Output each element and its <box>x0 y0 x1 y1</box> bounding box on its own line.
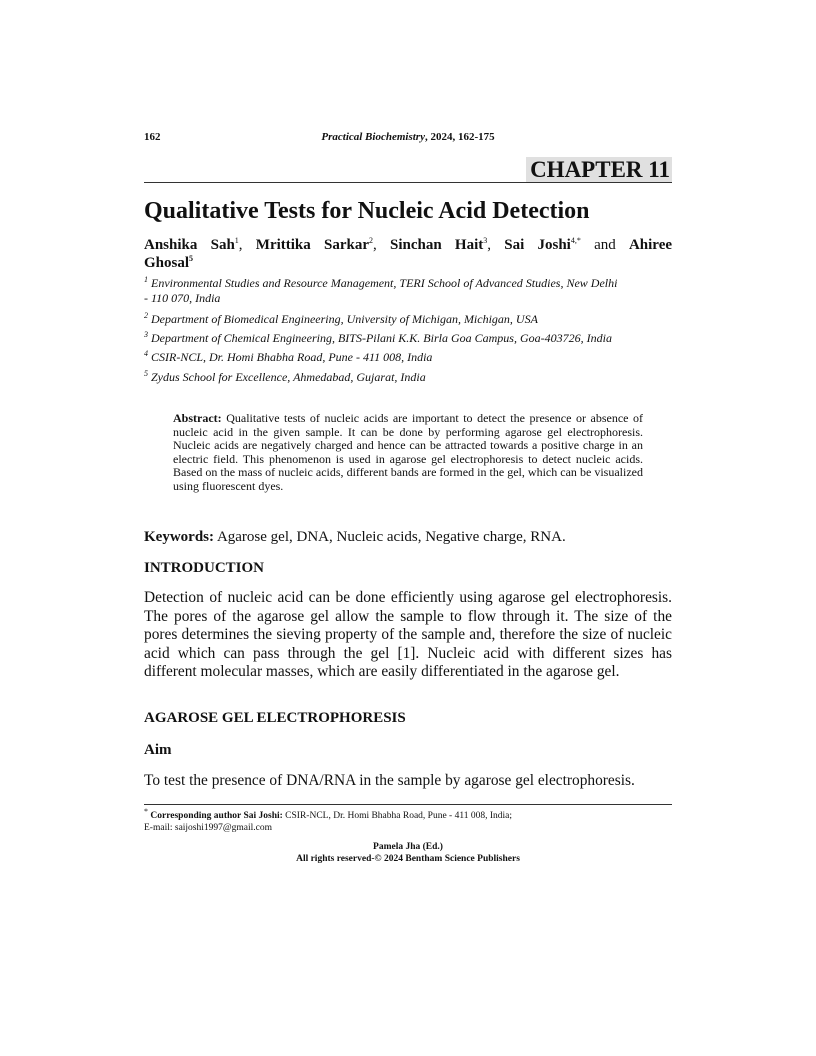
footnote-label: Corresponding author Sai Joshi: <box>150 811 283 821</box>
affiliation: $^5$ Zydus School for Excellence, Ahmedabad, Gujarat, India <box>144 369 426 384</box>
author-name-first: Ahiree <box>628 237 673 253</box>
journal-name: Practical Biochemistry <box>321 131 425 143</box>
subsection-heading-aim: Aim <box>144 742 172 758</box>
footnote: * Corresponding author Sai Joshi: CSIR-NCL, Dr. Homi Bhabha Road, Pune - 411 008, India; E-mail: saijoshi1997@gmail.com <box>144 806 513 833</box>
abstract-label: Abstract: <box>173 411 222 425</box>
section-heading-introduction: INTRODUCTION <box>144 560 265 576</box>
page-number: 162 <box>144 131 161 143</box>
author-list: Anshika Sah$^1$, Mrittika Sarkar$^2$, Sinchan Hait$^3$, Sai Joshi$^{4,*}$ and Ahiree <box>144 236 673 253</box>
abstract-text: Qualitative tests of nucleic acids are important to detect the presence or absence of nucleic acid in the given sample. It can be done by performing agarose gel electrophoresis. Nucleic acids are negatively charged and hence can be attracted towards a positive charge in an electric field. This phenomenon is used in agarose gel electrophoresis to detect nucleic acids. Based on the mass of nucleic acids, different bands are formed in the gel, which can be visualized using fluorescent dyes. <box>173 411 643 493</box>
author-name: Sinchan Hait <box>389 237 484 253</box>
chapter-label: CHAPTER 11 <box>526 157 672 182</box>
author-list-continued: Ghosal$^5$ <box>144 254 194 271</box>
affiliation: $^3$ Department of Chemical Engineering, BITS-Pilani K.K. Birla Goa Campus, Goa-403726, India <box>144 330 612 345</box>
affiliation: $^4$ CSIR-NCL, Dr. Homi Bhabha Road, Pune - 411 008, India <box>144 349 433 364</box>
header-divider <box>144 182 672 183</box>
publisher-info <box>144 842 672 865</box>
aim-paragraph: To test the presence of DNA/RNA in the sample by agarose gel electrophoresis. <box>144 772 635 789</box>
copyright: All rights reserved-© 2024 Bentham Science Publishers <box>296 853 520 864</box>
author-name: Sai Joshi <box>504 237 571 253</box>
affiliation: $^2$ Department of Biomedical Engineering, University of Michigan, Michigan, USA <box>144 311 538 326</box>
keywords <box>144 528 672 546</box>
journal-volume-pages: , 2024, 162-175 <box>424 131 495 143</box>
footnote-email: E-mail: saijoshi1997@gmail.com <box>144 823 273 833</box>
author-name: Anshika Sah <box>144 237 235 253</box>
introduction-paragraph: Detection of nucleic acid can be done efficiently using agarose gel electrophoresis. The pores of the agarose gel allow the sample to flow through it. The size of the pores determines the sieving property of the sample and, therefore the size of nucleic acid which can pass through the gel [1]. Nucleic acid with different sizes has different molecular masses, which are easily differentiated in the agarose gel. <box>144 589 672 681</box>
affiliation: $^1$ Environmental Studies and Resource Management, TERI School of Advanced Studies, New Delhi - 110 070, India <box>144 275 618 305</box>
article-title: Qualitative Tests for Nucleic Acid Detection <box>144 198 590 224</box>
author-name: Mrittika Sarkar <box>255 237 369 253</box>
abstract <box>173 412 643 494</box>
editor: Pamela Jha (Ed.) <box>373 842 443 852</box>
footnote-divider <box>144 804 672 805</box>
journal-citation <box>144 131 672 143</box>
keywords-text: Agarose gel, DNA, Nucleic acids, Negative charge, RNA. <box>216 529 566 545</box>
section-heading-agarose: AGAROSE GEL ELECTROPHORESIS <box>144 710 406 726</box>
keywords-label: Keywords: <box>144 529 214 545</box>
